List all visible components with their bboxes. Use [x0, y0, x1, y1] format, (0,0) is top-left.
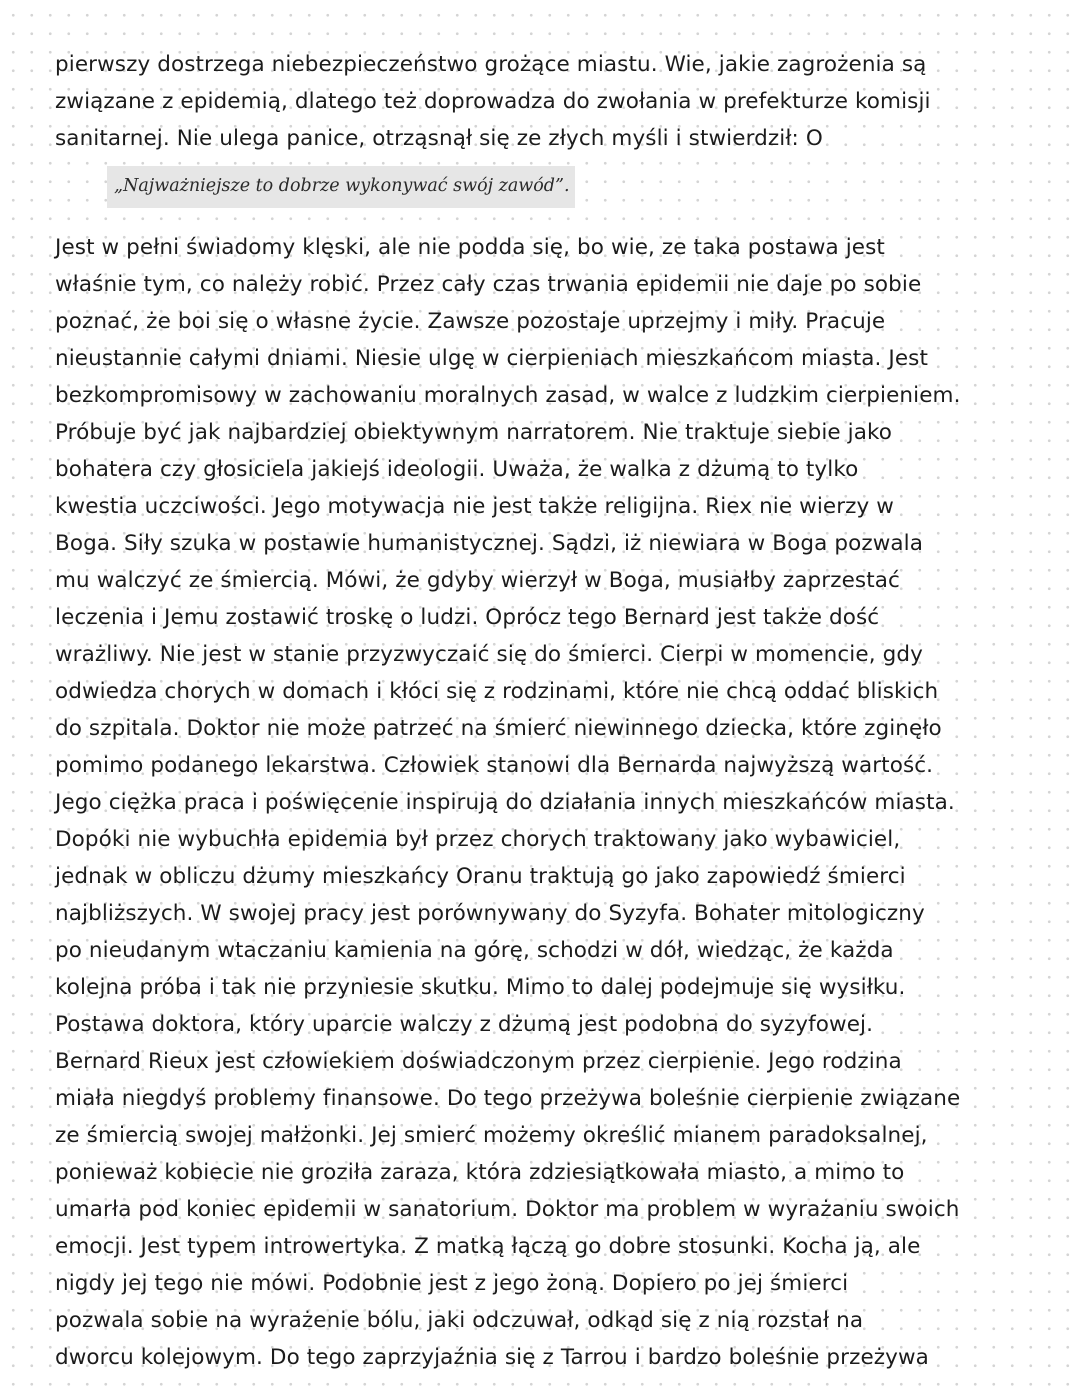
- text-line: Bernard Rieux jest człowiekiem doświadczonym przez cierpienie. Jego rodzina: [55, 1049, 902, 1074]
- text-line: sanitarnej. Nie ulega panice, otrząsnął się ze złych myśli i stwierdził: O: [55, 126, 823, 151]
- text-line: nieustannie całymi dniami. Niesie ulgę w cierpieniach mieszkańcom miasta. Jest: [55, 346, 928, 371]
- text-line: związane z epidemią, dlatego też doprowadza do zwołania w prefekturze komisji: [55, 89, 931, 114]
- text-line: Postawa doktora, który uparcie walczy z dżumą jest podobna do syzyfowej.: [55, 1012, 874, 1037]
- text-line: kwestia uczciwości. Jego motywacja nie jest także religijna. Riex nie wierzy w: [55, 494, 894, 519]
- text-line: właśnie tym, co należy robić. Przez cały czas trwania epidemii nie daje po sobie: [55, 272, 922, 297]
- text-line: najbliższych. W swojej pracy jest porównywany do Syzyfa. Bohater mitologiczny: [55, 901, 925, 926]
- text-line: Boga. Siły szuka w postawie humanistycznej. Sądzi, iż niewiara w Boga pozwala: [55, 531, 924, 556]
- text-line: bezkompromisowy w zachowaniu moralnych zasad, w walce z ludzkim cierpieniem.: [55, 383, 961, 408]
- text-line: wrażliwy. Nie jest w stanie przyzwyczaić się do śmierci. Cierpi w momencie, gdy: [55, 642, 923, 667]
- text-line: mu walczyć ze śmiercią. Mówi, że gdyby wierzył w Boga, musiałby zaprzestać: [55, 568, 900, 593]
- text-line: do szpitala. Doktor nie może patrzeć na śmierć niewinnego dziecka, które zginęło: [55, 716, 942, 741]
- text-line: bohatera czy głosiciela jakiejś ideologii. Uważa, że walka z dżumą to tylko: [55, 457, 859, 482]
- text-line: umarła pod koniec epidemii w sanatorium. Doktor ma problem w wyrażaniu swoich: [55, 1197, 960, 1222]
- text-line: Jest w pełni świadomy klęski, ale nie podda się, bo wie, ze taka postawa jest: [55, 235, 885, 260]
- text-line: leczenia i Jemu zostawić troskę o ludzi. Oprócz tego Bernard jest także dość: [55, 605, 880, 630]
- text-line: dworcu kolejowym. Do tego zaprzyjaźnia się z Tarrou i bardzo boleśnie przeżywa: [55, 1345, 929, 1370]
- text-line: poznać, że boi się o własne życie. Zawsze pozostaje uprzejmy i miły. Pracuje: [55, 309, 886, 334]
- text-line: nigdy jej tego nie mówi. Podobnie jest z jego żoną. Dopiero po jej śmierci: [55, 1271, 849, 1296]
- text-line: Próbuje być jak najbardziej obiektywnym narratorem. Nie traktuje siebie jako: [55, 420, 893, 445]
- text-line: emocji. Jest typem introwertyka. Z matką łączą go dobre stosunki. Kocha ją, ale: [55, 1234, 921, 1259]
- text-line: ponieważ kobiecie nie groziła zaraza, która zdziesiątkowała miasto, a mimo to: [55, 1160, 905, 1185]
- text-line: jednak w obliczu dżumy mieszkańcy Oranu traktują go jako zapowiedź śmierci: [55, 864, 906, 889]
- text-line: pozwala sobie na wyrażenie bólu, jaki odczuwał, odkąd się z nią rozstał na: [55, 1308, 864, 1333]
- text-line: pierwszy dostrzega niebezpieczeństwo grożące miastu. Wie, jakie zagrożenia są: [55, 52, 927, 77]
- text-line: Jego ciężka praca i poświęcenie inspirują do działania innych mieszkańców miasta.: [55, 790, 955, 815]
- text-line: Dopóki nie wybuchła epidemia był przez chorych traktowany jako wybawiciel,: [55, 827, 901, 852]
- text-line: miała niegdyś problemy finansowe. Do tego przeżywa boleśnie cierpienie związane: [55, 1086, 961, 1111]
- text-line: kolejna próba i tak nie przyniesie skutku. Mimo to dalej podejmuje się wysiłku.: [55, 975, 906, 1000]
- quote-text: „Najważniejsze to dobrze wykonywać swój zawód”.: [114, 176, 570, 196]
- text-line: odwiedza chorych w domach i kłóci się z rodzinami, które nie chcą oddać bliskich: [55, 679, 939, 704]
- text-line: ze śmiercią swojej małżonki. Jej smierć możemy określić mianem paradoksalnej,: [55, 1123, 928, 1148]
- text-line: po nieudanym wtaczaniu kamienia na górę, schodzi w dół, wiedząc, że każda: [55, 938, 894, 963]
- text-line: pomimo podanego lekarstwa. Człowiek stanowi dla Bernarda najwyższą wartość.: [55, 753, 934, 778]
